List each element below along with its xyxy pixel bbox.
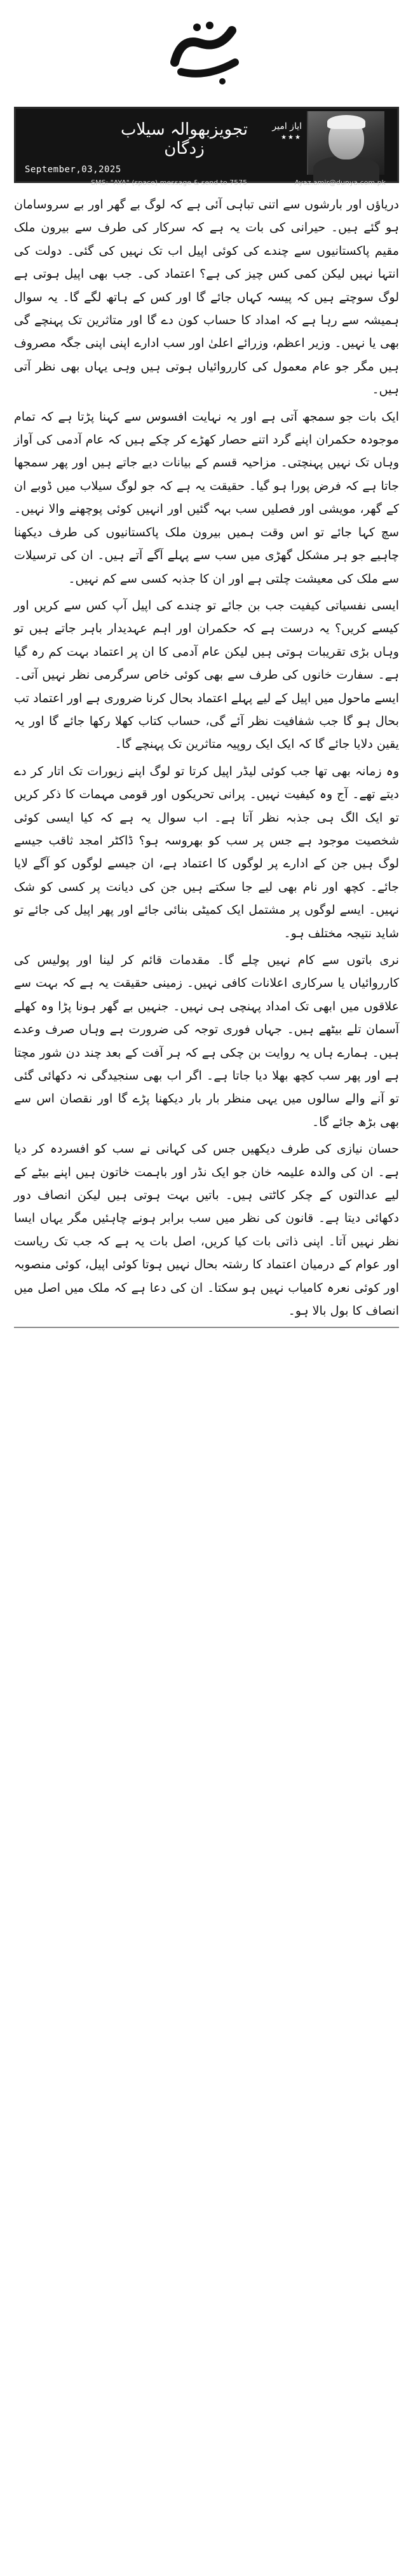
article-paragraph: حسان نیازی کی طرف دیکھیں جس کی کہانی نے سب کو افسردہ کر دیا ہے۔ ان کی والدہ علیمہ خان جو ایک نڈر اور باہمت خاتون ہیں اپنے بیٹے کے لیے عدالتوں کے چکر کاٹتی ہیں۔ باتیں بہت ہوتی ہیں لیکن انصاف دور دکھائی دیتا ہے۔ قانون کی نظر میں سب برابر ہونے چاہئیں مگر یہاں ایسا نظر نہیں آتا۔ اپنی ذاتی بات کیا کریں، اصل بات یہ ہے کہ جب تک ریاست اور عوام کے درمیان اعتماد کا رشتہ بحال نہیں ہوتا کوئی اپیل، کوئی منصوبہ اور کوئی نعرہ کامیاب نہیں ہو سکتا۔ ان کی دعا ہے کہ ملک میں اصل میں انصاف کا بول بالا ہو۔ xyxy=(14,1142,400,1319)
author-stars: ★★★ xyxy=(281,134,302,141)
article-paragraph: وہ زمانہ بھی تھا جب کوئی لیڈر اپیل کرتا تو لوگ اپنے زیورات تک اتار کر دے دیتے تھے۔ آج وہ کیفیت نہیں۔ پرانی تحریکوں اور قومی مہمات کا ذکر کریں تو ایک الگ ہی جذبہ نظر آتا ہے۔ اب سوال یہ ہے کہ کیا ایسی کوئی شخصیت موجود ہے جس پر سب کو بھروسہ ہو؟ ڈاکٹر امجد ثاقب جیسے لوگ ہیں جن کے ادارے پر لوگوں کا اعتماد ہے، ان جیسے لوگوں کو آگے لایا جائے۔ کچھ اور نام بھی لیے جا سکتے ہیں جن کی دیانت پر کسی کو شک نہیں۔ ایسے لوگوں پر مشتمل ایک کمیٹی بنائی جائے اور پھر اپیل کی جائے تو شاید نتیجہ مختلف ہو۔ xyxy=(14,764,399,940)
column-banner xyxy=(14,107,399,187)
article-body xyxy=(14,193,399,1328)
article-paragraph: نری باتوں سے کام نہیں چلے گا۔ مقدمات قائم کر لینا اور پولیس کی کارروائیاں یا سرکاری اعلانات کافی نہیں۔ زمینی حقیقت یہ ہے کہ بہت سے علاقوں میں ابھی تک امداد پہنچی ہی نہیں۔ جنہیں بے گھر ہونا پڑا وہ کھلے آسمان تلے بیٹھے ہیں۔ جہاں فوری توجہ کی ضرورت ہے وہاں صرف وعدے ہیں۔ ہمارے ہاں یہ روایت بن چکی ہے کہ ہر آفت کے بعد چند دن شور مچتا ہے اور پھر سب کچھ بھلا دیا جاتا ہے۔ اگر اب بھی سنجیدگی نہ دکھائی گئی تو آنے والے سالوں میں یہی منظر بار بار دیکھنا پڑے گا اور نقصان اس سے بھی بڑھ جائے گا۔ xyxy=(14,953,399,1129)
newspaper-logo xyxy=(162,11,251,88)
logo-mark-icon xyxy=(162,11,251,88)
author-email[interactable]: Ayaz.amir@dunya.com.pk xyxy=(294,179,386,187)
author-name: ایاز امیر xyxy=(272,121,302,132)
article-paragraph: دریاؤں اور بارشوں سے اتنی تباہی آئی ہے کہ لوگ بے گھر اور بے سروسامان ہو گئے ہیں۔ حیرانی کی بات یہ ہے کہ سرکار کی طرف سے بیرون ملک مقیم پاکستانیوں سے چندے کی کوئی اپیل اب تک نہیں کی گئی۔ دولت کی انتہا نہیں لیکن کمی کس چیز کی ہے؟ اعتماد کی۔ جب بھی اپیل ہوتی ہے لوگ سوچتے ہیں کہ پیسہ کہاں جائے گا اور کس کے ہاتھ لگے گا۔ یہ سوال ہمیشہ سے رہا ہے کہ امداد کا حساب کون دے گا اور متاثرین تک پہنچے گی بھی یا نہیں۔ وزیر اعظم، وزرائے اعلیٰ اور سب ادارے اپنی اپنی جگہ مصروف ہیں مگر جو عام معمول کی کارروائیاں ہوتی ہیں وہی یہاں بھی نظر آتی ہیں۔ xyxy=(14,198,399,397)
photo-shoulders xyxy=(313,156,379,181)
photo-hair xyxy=(327,115,365,129)
column-title: تجویزبھوالہ سیلاب زدگان xyxy=(121,120,248,158)
publish-date: September,03,2025 xyxy=(25,165,121,175)
sms-line: SMS: "AYA" (space) message & send to 7575 xyxy=(91,179,248,187)
article-end-rule xyxy=(14,1327,399,1328)
article-paragraph: ایک بات جو سمجھ آتی ہے اور یہ نہایت افسوس سے کہنا پڑتا ہے کہ تمام موجودہ حکمران اپنے گرد اتنے حصار کھڑے کر چکے ہیں کہ عام آدمی کی آواز وہاں تک نہیں پہنچتی۔ مزاحیہ قسم کے بیانات دیے جاتے ہیں اور پھر سمجھا جاتا ہے کہ فرض پورا ہو گیا۔ حقیقت یہ ہے کہ جو لوگ سیلاب میں ڈوبے ان کے گھر، مویشی اور فصلیں سب بہہ گئیں اور انہیں کوئی پوچھنے والا نہیں۔ سچ کہا جائے تو اس وقت ہمیں بیرون ملک پاکستانیوں کی طرف دیکھنا چاہیے جو ہر مشکل گھڑی میں سب سے پہلے آگے آتے ہیں۔ ان کی ترسیلات سے ملک کی معیشت چلتی ہے اور ان کا جذبہ کسی سے کم نہیں۔ xyxy=(14,409,399,586)
author-photo xyxy=(307,111,384,175)
article-paragraph: ایسی نفسیاتی کیفیت جب بن جائے تو چندے کی اپیل آپ کس سے کریں اور کیسے کریں؟ یہ درست ہے کہ حکمران اور اہم عہدیدار باہر جاتے ہیں تو وہاں بڑی تقریبات ہوتی ہیں لیکن عام آدمی کا ان پر اعتماد بہت کم رہ گیا ہے۔ سفارت خانوں کی طرف سے بھی کوئی خاص سرگرمی نظر نہیں آتی۔ ایسے ماحول میں اپیل کے لیے پہلے اعتماد بحال کرنا ضروری ہے اور اعتماد تب بحال ہو گا جب شفافیت نظر آئے گی، حساب کتاب کھلا رکھا جائے گا اور یہ یقین دلایا جائے گا کہ ایک ایک روپیہ متاثرین تک پہنچے گا۔ xyxy=(14,598,399,752)
